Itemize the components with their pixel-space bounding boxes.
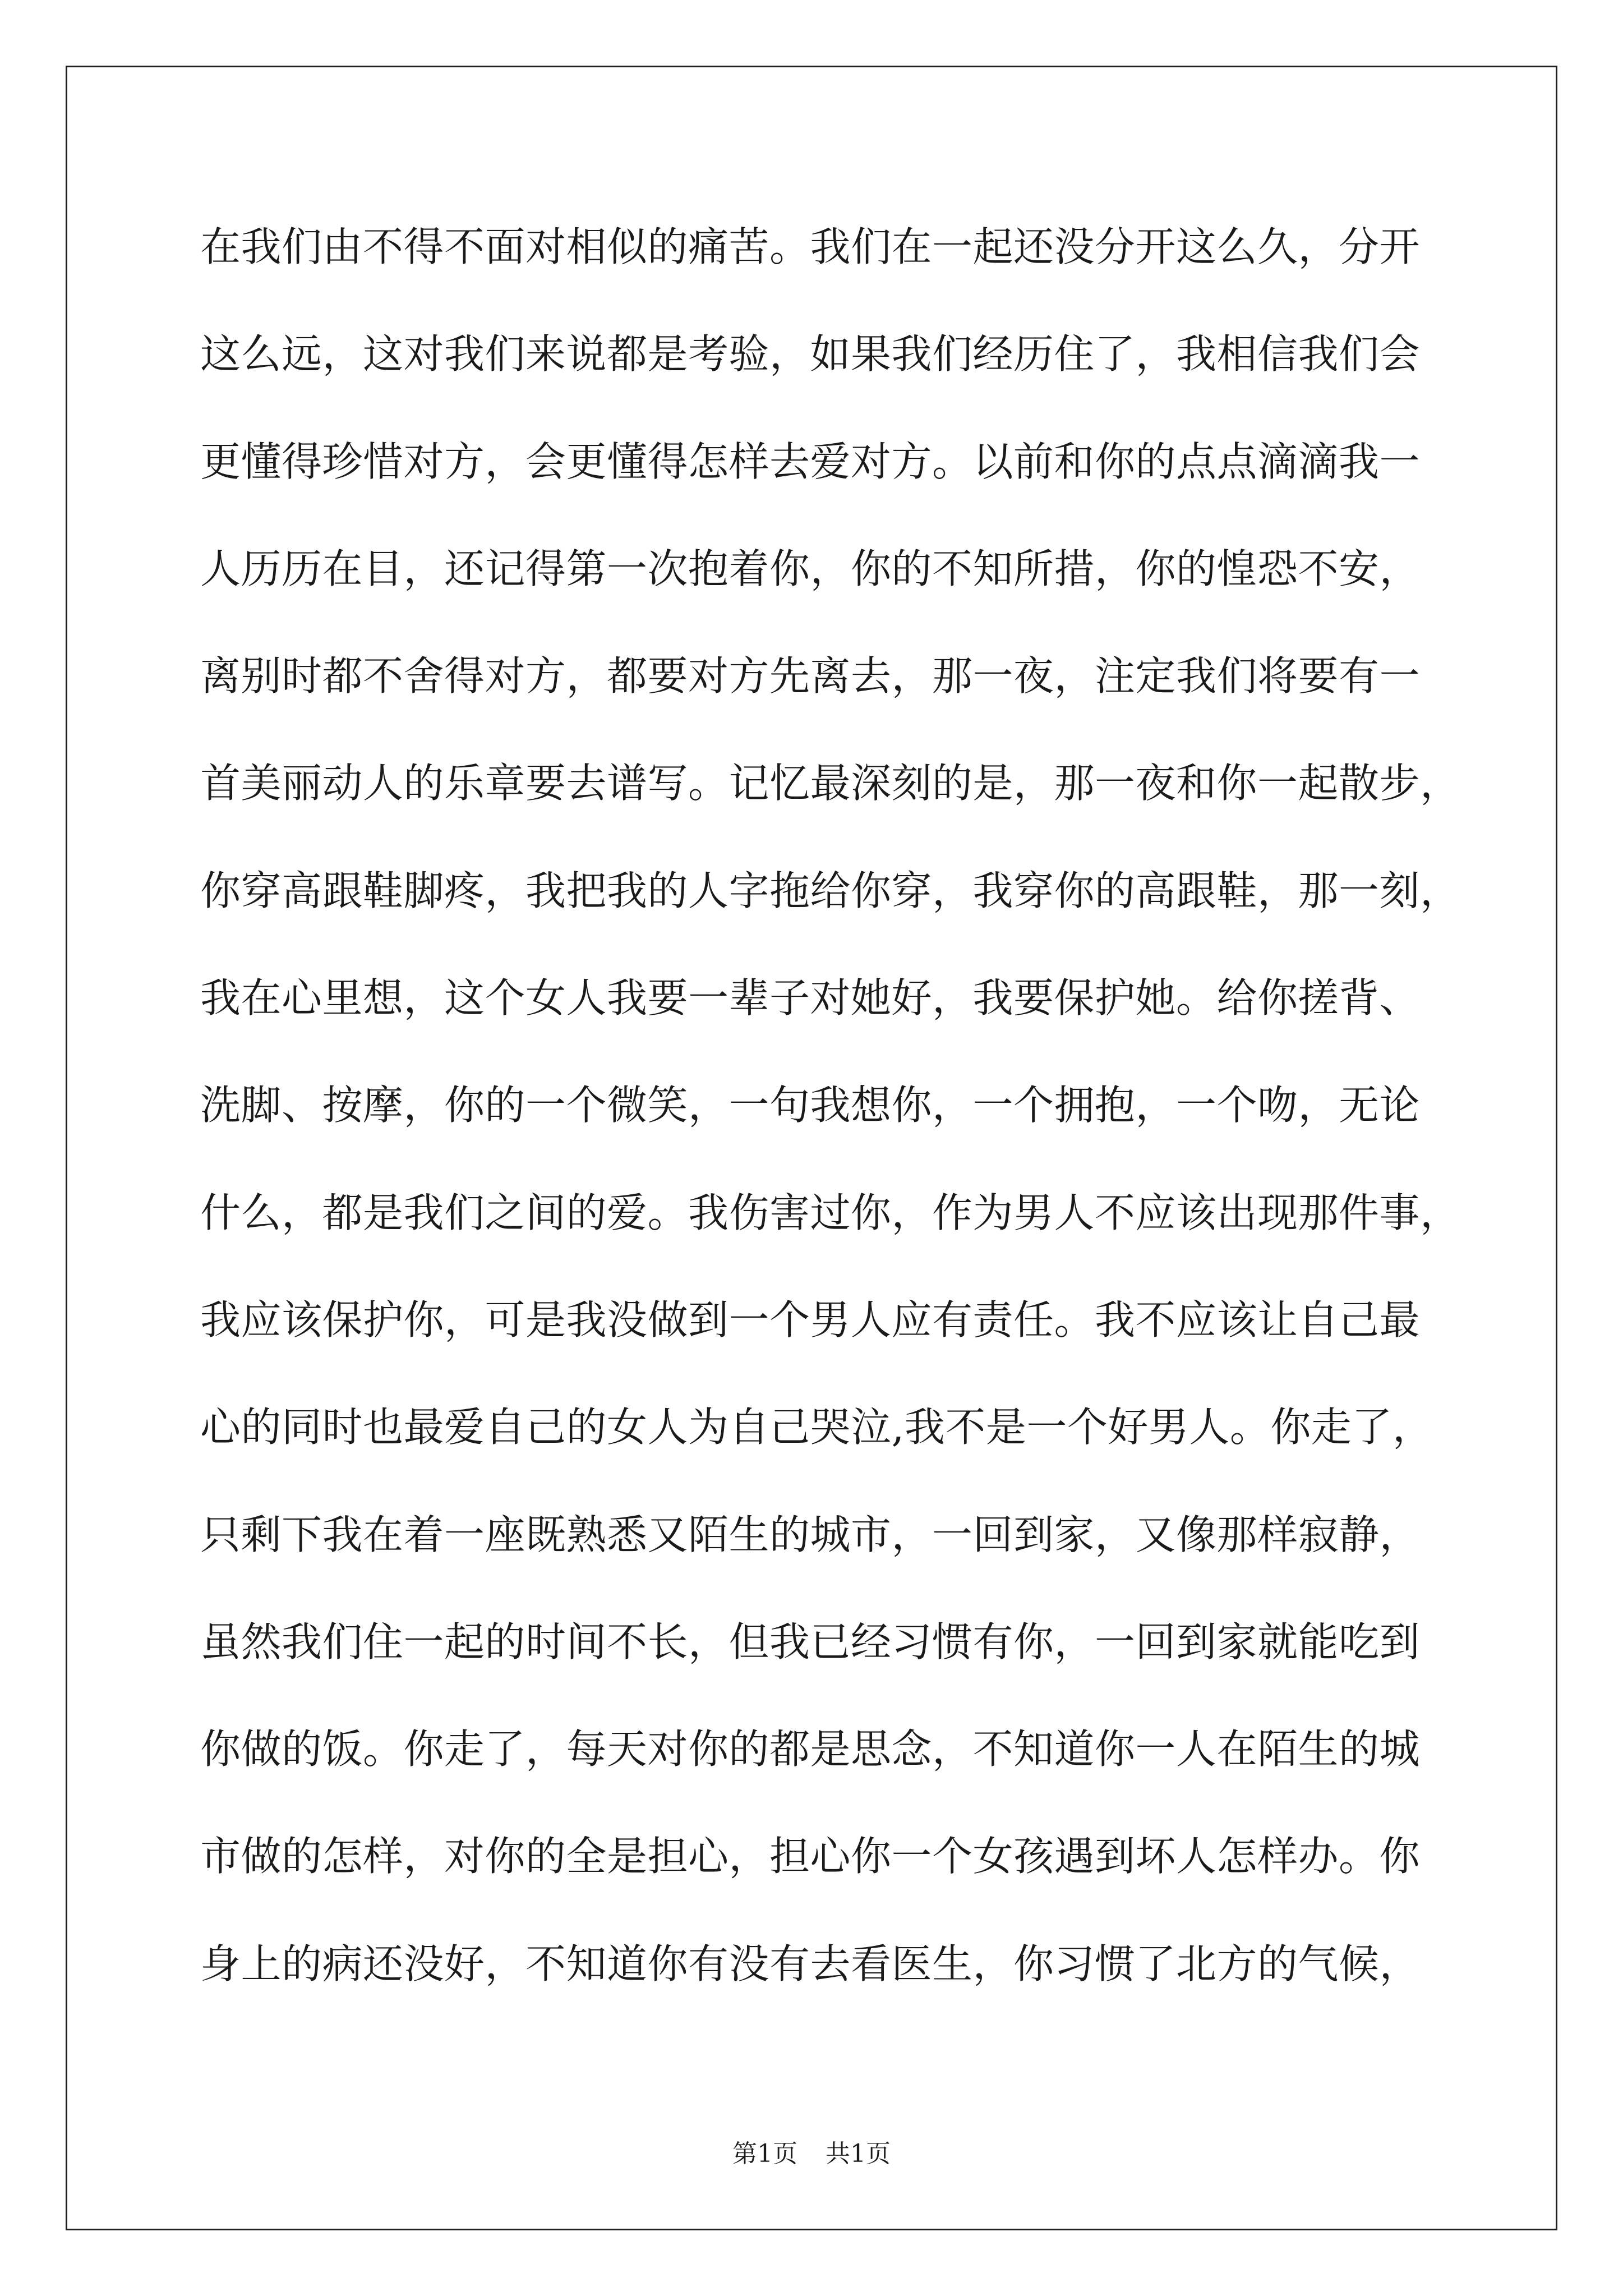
text-line: 首美丽动人的乐章要去谱写。记忆最深刻的是，那一夜和你一起散步，	[200, 760, 1461, 807]
text-line: 我应该保护你，可是我没做到一个男人应有责任。我不应该让自己最	[200, 1296, 1421, 1343]
text-line: 你穿高跟鞋脚疼，我把我的人字拖给你穿，我穿你的高跟鞋，那一刻，	[200, 867, 1461, 914]
document-body	[200, 219, 1461, 2043]
text-line: 只剩下我在着一座既熟悉又陌生的城市，一回到家，又像那样寂静，	[200, 1511, 1421, 1558]
text-line: 离别时都不舍得对方，都要对方先离去，那一夜，注定我们将要有一	[200, 652, 1421, 700]
page-footer	[0, 2137, 1623, 2171]
text-line: 虽然我们住一起的时间不长，但我已经习惯有你，一回到家就能吃到	[200, 1618, 1421, 1665]
text-line: 你做的饭。你走了，每天对你的都是思念，不知道你一人在陌生的城	[200, 1726, 1421, 1773]
text-line: 在我们由不得不面对相似的痛苦。我们在一起还没分开这么久，分开	[200, 223, 1421, 270]
text-line: 更懂得珍惜对方，会更懂得怎样去爱对方。以前和你的点点滴滴我一	[200, 438, 1421, 485]
page-total: 共1页	[826, 2139, 891, 2168]
text-line: 人历历在目，还记得第一次抱着你，你的不知所措，你的惶恐不安，	[200, 545, 1421, 592]
text-line: 市做的怎样，对你的全是担心，担心你一个女孩遇到坏人怎样办。你	[200, 1833, 1421, 1880]
text-line: 什么，都是我们之间的爱。我伤害过你，作为男人不应该出现那件事，	[200, 1189, 1461, 1236]
text-line: 洗脚、按摩，你的一个微笑，一句我想你，一个拥抱，一个吻，无论	[200, 1082, 1421, 1129]
page-number: 第1页	[732, 2139, 797, 2168]
text-line: 身上的病还没好，不知道你有没有去看医生，你习惯了北方的气候，	[200, 1940, 1421, 1987]
text-line: 我在心里想，这个女人我要一辈子对她好，我要保护她。给你搓背、	[200, 974, 1421, 1022]
text-line: 心的同时也最爱自己的女人为自己哭泣,我不是一个好男人。你走了，	[200, 1404, 1433, 1451]
text-line: 这么远，这对我们来说都是考验，如果我们经历住了，我相信我们会	[200, 330, 1421, 378]
